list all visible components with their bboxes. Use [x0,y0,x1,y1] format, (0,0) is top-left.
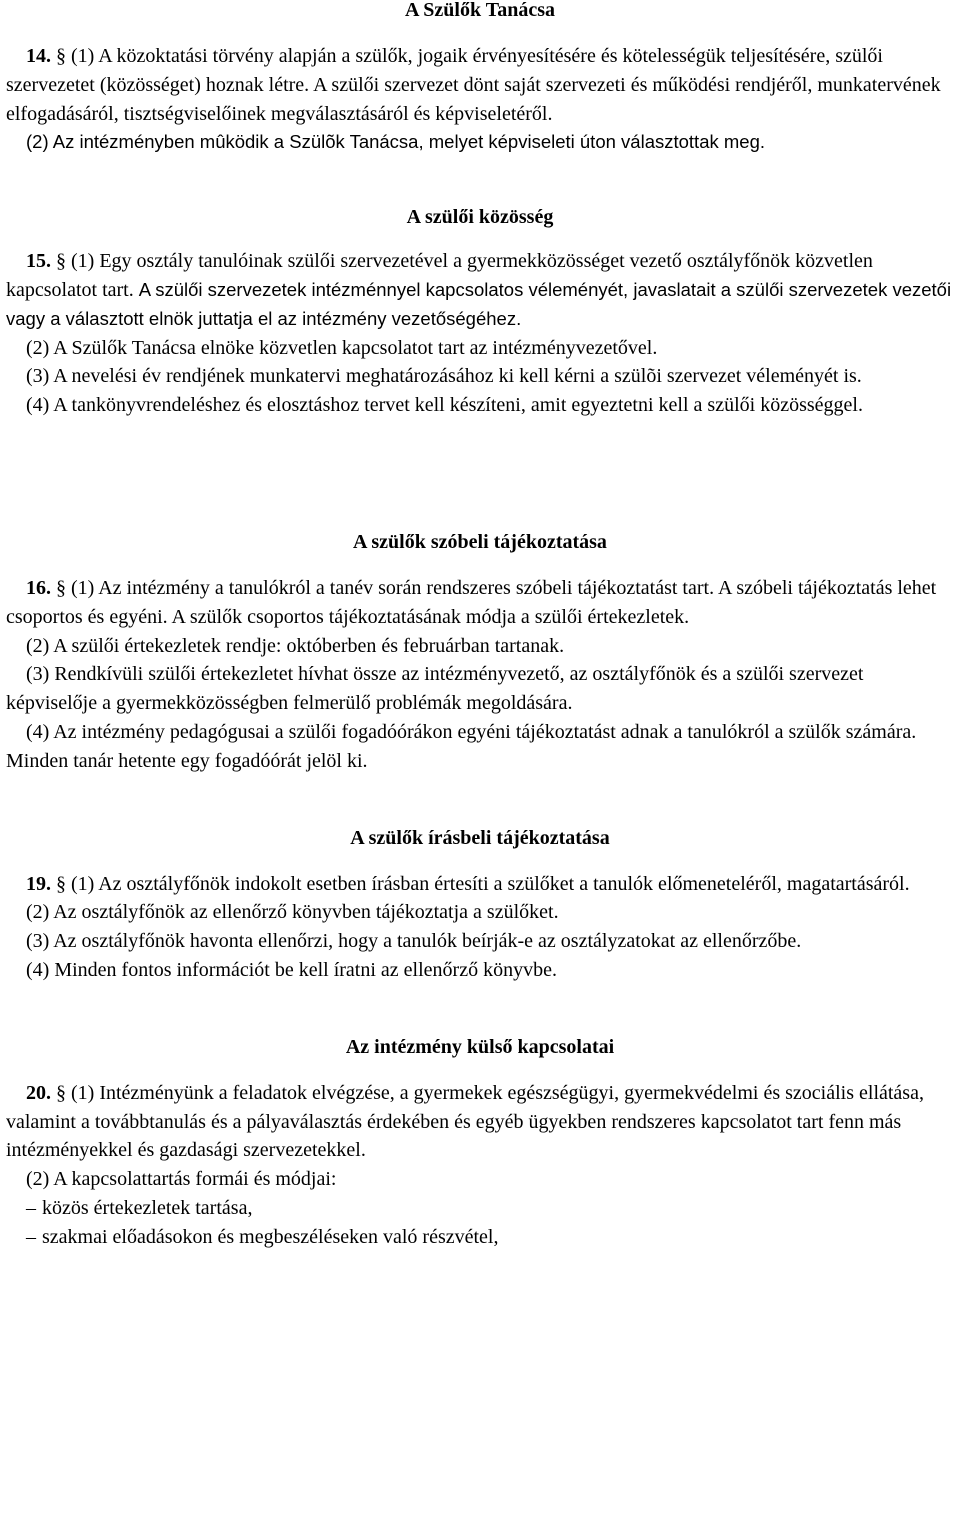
paragraph-text: A szülői szervezet dönt saját szervezeti és működési rendjéről, munkatervének elfogadásáról, tisztségviselőinek megválasztásáról és képviseletéről. [6,73,941,125]
list-item-text: szakmai előadásokon és megbeszéléseken való részvétel, [42,1225,499,1248]
paragraph-14-1 [6,42,954,128]
paragraph-15-3: (3) A nevelési év rendjének munkatervi meghatározásához ki kell kérni a szülõi szervezet véleményét is. [26,365,862,388]
paragraph-text: (1) Az osztályfőnök indokolt esetben írásban értesíti a szülőket a tanulók előmeneteléről, magatartásáról. [71,872,910,895]
paragraph-16-3: (3) Rendkívüli szülői értekezletet hívhat össze az intézményvezető, az osztályfőnök és a szülői szervezet képviselője a gyermekközösségben felmerülő problémák megoldására. [6,663,864,715]
paragraph-19-3: (3) Az osztályfőnök havonta ellenőrzi, hogy a tanulók beírják-e az osztályzatokat az ellenőrzőbe. [26,930,802,953]
section-title-szobeli-tajekoztatas: A szülők szóbeli tájékoztatása [353,530,607,553]
paragraph-19-1 [6,870,954,899]
paragraph-14-2: (2) Az intézményben mûködik a Szülõk Tanácsa, melyet képviseleti úton választottak meg. [26,131,765,153]
paragraph-20-1 [6,1079,954,1165]
list-item [6,1223,954,1252]
paragraph-text: (1) Egy osztály tanulóinak szülői szervezetével a gyermekközösséget vezető osztályfőnök közvetlen kapcsolatot tart. [6,250,873,301]
paragraph-15-1 [6,247,954,333]
paragraph-text: (1) A közoktatási törvény alapján a szülők, jogaik érvényesítésére és kötelességük teljesítésére, szülői szervezetet (közösséget) hoznak létre. [6,45,883,96]
paragraph-number: 15. [26,250,51,273]
section-sign: § [56,250,66,273]
paragraph-19-2: (2) Az osztályfőnök az ellenőrző könyvben tájékoztatja a szülőket. [26,901,559,924]
paragraph-15-2: (2) A Szülők Tanácsa elnöke közvetlen kapcsolatot tart az intézményvezetővel. [26,336,658,359]
section-sign: § [56,1081,66,1104]
paragraph-number: 19. [26,872,51,895]
paragraph-16-2: (2) A szülői értekezletek rendje: októberben és februárban tartanak. [26,634,565,657]
paragraph-number: 14. [26,45,51,67]
paragraph-number: 16. [26,576,51,599]
section-sign: § [56,872,66,895]
section-title-szulok-tanacsa: A Szülők Tanácsa [404,0,556,21]
paragraph-19-4: (4) Minden fontos információt be kell íratni az ellenőrző könyvbe. [26,958,557,981]
section-title-kulso-kapcsolatok: Az intézmény külső kapcsolatai [345,1035,615,1058]
dash-bullet: – [26,1225,36,1248]
paragraph-text: (1) Intézményünk a feladatok elvégzése, a gyermekek egészségügyi, gyermekvédelmi és szociális ellátása, valamint a továbbtanulás és a pályaválasztás érdekében és egyéb ügyekben rendszeres kapcsolatot tart fenn más intézményekkel és gazdasági szervezetekkel. [6,1081,924,1162]
paragraph-number: 20. [26,1081,51,1104]
list-item [6,1194,954,1223]
section-sign: § [56,576,66,599]
paragraph-15-4: (4) A tankönyvrendeléshez és elosztáshoz tervet kell készíteni, amit egyeztetni kell a szülői közösséggel. [26,394,863,417]
paragraph-16-1 [6,574,954,632]
paragraph-16-4: (4) Az intézmény pedagógusai a szülői fogadóórákon egyéni tájékoztatást adnak a tanulókról a szülők számára. Minden tanár hetente egy fogadóórát jelöl ki. [6,720,917,772]
list-item-text: közös értekezletek tartása, [42,1196,253,1219]
paragraph-20-2: (2) A kapcsolattartás formái és módjai: [26,1168,337,1191]
section-title-irasbeli-tajekoztatas: A szülők írásbeli tájékoztatása [350,826,610,849]
paragraph-text: A szülői szervezetek intézménnyel kapcsolatos véleményét, javaslatait a szülői szervezetek vezetői vagy a választott elnök juttatja el az intézmény vezetőségéhez. [6,278,952,329]
paragraph-text: (1) Az intézmény a tanulókról a tanév során rendszeres szóbeli tájékoztatást tart. A szóbeli tájékoztatás lehet csoportos és egyéni. A szülők csoportos tájékoztatásának módja a szülői értekezletek. [6,576,937,628]
section-sign: § [56,45,66,67]
section-title-szuloi-kozosseg: A szülői közösség [406,206,554,229]
dash-bullet: – [26,1196,36,1219]
